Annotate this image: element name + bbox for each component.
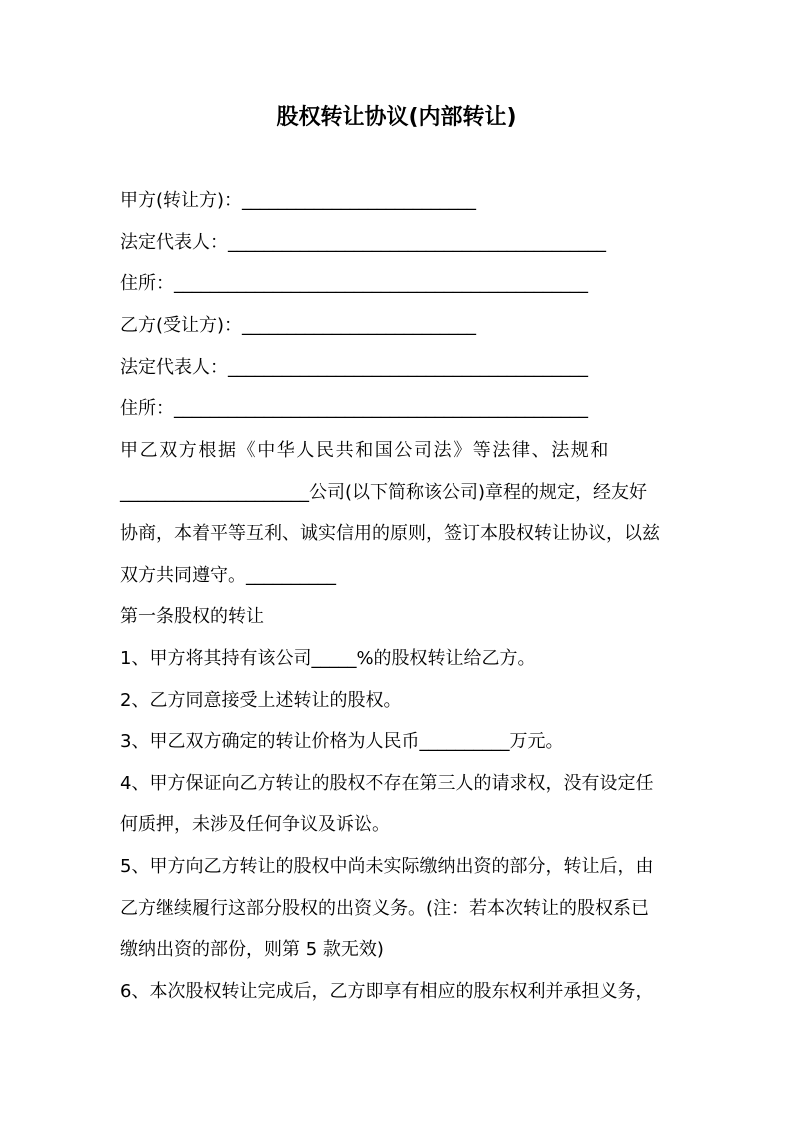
preamble-line-3: 协商，本着平等互利、诚实信用的原则，签订本股权转让协议，以兹 xyxy=(120,523,660,544)
transferor-label: 甲方(转让方)： xyxy=(120,190,243,211)
transferor-representative-blank: __________________________________________ xyxy=(228,232,606,253)
clause-5-line-3: 缴纳出资的部份，则第 5 款无效) xyxy=(120,939,384,960)
preamble-line-4-text: 双方共同遵守。 xyxy=(120,565,246,586)
transferee-label: 乙方(受让方)： xyxy=(120,315,243,336)
share-percent-blank: _____ xyxy=(311,648,357,669)
preamble-line-2-text: 公司(以下简称该公司)章程的规定，经友好 xyxy=(309,482,648,503)
transferee-representative-blank: ________________________________________ xyxy=(228,357,588,378)
clause-1-post: %的股权转让给乙方。 xyxy=(356,648,536,669)
transferor-representative-label: 法定代表人： xyxy=(120,232,228,253)
clause-2: 2、乙方同意接受上述转让的股权。 xyxy=(120,690,402,711)
transferee-address-blank: ______________________________________________ xyxy=(174,398,588,419)
clause-4-line-1: 4、甲方保证向乙方转让的股权不存在第三人的请求权，没有设定任 xyxy=(120,773,654,794)
clause-1 xyxy=(120,645,536,673)
preamble-line-4 xyxy=(120,562,336,590)
transferee-address-label: 住所： xyxy=(120,398,174,419)
clause-6-line-1: 6、本次股权转让完成后，乙方即享有相应的股东权利并承担义务， xyxy=(120,981,654,1002)
clause-3-post: 万元。 xyxy=(509,731,564,752)
clause-5-line-2: 乙方继续履行这部分股权的出资义务。(注：若本次转让的股权系已 xyxy=(120,898,650,919)
transferee-representative-label: 法定代表人： xyxy=(120,357,228,378)
section-1-heading: 第一条股权的转让 xyxy=(120,606,264,627)
clause-3-pre: 3、甲乙双方确定的转让价格为人民币 xyxy=(120,731,420,752)
transferor-address-field xyxy=(120,270,588,298)
transferor-blank: __________________________ xyxy=(242,190,477,211)
clause-5-line-1: 5、甲方向乙方转让的股权中尚未实际缴纳出资的部分，转让后，由 xyxy=(120,856,654,877)
document-title: 股权转让协议(内部转让) xyxy=(276,105,517,130)
price-blank: __________ xyxy=(419,731,510,752)
clause-1-pre: 1、甲方将其持有该公司 xyxy=(120,648,312,669)
company-name-blank: _____________________ xyxy=(120,482,309,503)
transferee-representative-field xyxy=(120,354,588,382)
transferee-blank: __________________________ xyxy=(242,315,477,336)
transferor-address-blank: ______________________________________________ xyxy=(174,273,588,294)
transferor-field xyxy=(120,187,476,215)
clause-4-line-2: 何质押，未涉及任何争议及诉讼。 xyxy=(120,814,390,835)
transferee-address-field xyxy=(120,395,588,423)
clause-3 xyxy=(120,728,563,756)
transferor-address-label: 住所： xyxy=(120,273,174,294)
transferee-field xyxy=(120,312,476,340)
preamble-line-2 xyxy=(120,479,647,507)
preamble-line-1: 甲乙双方根据《中华人民共和国公司法》等法律、法规和 xyxy=(120,440,610,461)
transferor-representative-field xyxy=(120,229,606,257)
preamble-line-4-blank: __________ xyxy=(246,565,336,586)
